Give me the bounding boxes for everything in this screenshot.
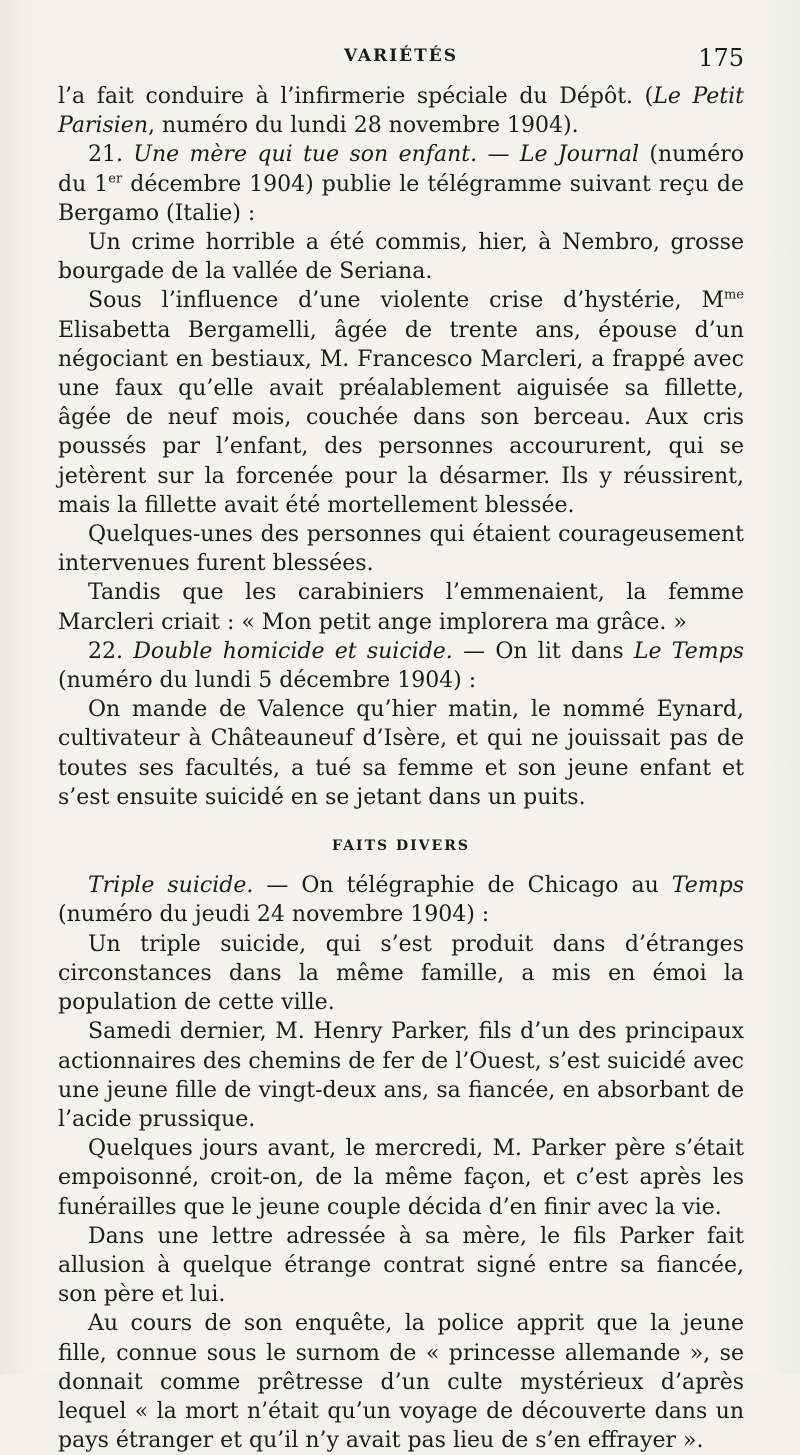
page-body — [58, 82, 744, 1455]
item-21-heading: 21. Une mère qui tue son enfant. — Le Journal (numéro du 1er décembre 1904) publie le télégramme suivant reçu de Bergamo (Italie) : — [58, 142, 744, 226]
quote-paragraph: On mande de Valence qu’hier matin, le nommé Eynard, cultivateur à Châteauneuf d’Isère, et qui ne jouissait pas de toutes ses facultés, a tué sa femme et son jeune enfant et s’est ensuite suicidé en se jetant dans un puits. — [58, 697, 744, 810]
item-22-heading: 22. Double homicide et suicide. — On lit dans Le Temps (numéro du lundi 5 décembre 1904) : — [58, 638, 744, 694]
item-title: Double homicide et suicide. — [133, 638, 453, 664]
source-title: Le Petit Parisien — [58, 84, 744, 139]
quote-paragraph: Un crime horrible a été commis, hier, à Nembro, grosse bourgade de la vallée de Seriana. — [58, 230, 744, 285]
faits-divers-heading: Triple suicide. — On télégraphie de Chicago au Temps (numéro du jeudi 24 novembre 1904) : — [58, 873, 744, 928]
quote-paragraph: Samedi dernier, M. Henry Parker, fils d’un des principaux actionnaires des chemins de fer de l’Ouest, s’est suicidé avec une jeune fille de vingt-deux ans, sa fiancée, en absorbant de l’acide prussique. — [58, 1019, 744, 1132]
section-title: FAITS DIVERS — [332, 838, 470, 855]
source-title: Temps — [671, 873, 744, 899]
quote-paragraph: Un triple suicide, qui s’est produit dans d’étranges circonstances dans la même famille, a mis en émoi la population de cette ville. — [58, 931, 744, 1016]
source-title: Le Temps — [633, 638, 744, 664]
page-header — [58, 44, 744, 74]
quote-paragraph: Au cours de son enquête, la police apprit que la jeune fille, connue sous le surnom de « princesse allemande », se donnait comme prêtresse d’un culte mystérieux d’après lequel « la mort n’était qu’un voyage de découverte dans un pays étranger et qu’il n’y avait pas lieu de s’en effrayer ». — [58, 1311, 744, 1454]
quote-paragraph: Quelques jours avant, le mercredi, M. Parker père s’était empoisonné, croit-on, de la même façon, et c’est après les funérailles que le jeune couple décida d’en finir avec la vie. — [58, 1136, 744, 1220]
quote-paragraph: Sous l’influence d’une violente crise d’hystérie, $M^{me}$ Elisabetta Bergamelli, âgée de trente ans, épouse d’un négociant en bestiaux, M. Francesco Marcleri, a frappé avec une faux qu’elle avait préalablement aiguisée sa fillette, âgée de neuf mois, couchée dans son berceau. Aux cris poussés par l’enfant, des personnes accoururent, qui se jetèrent sur la forcenée pour la désarmer. Ils y réussirent, mais la fillette avait été mortellement blessée. — [58, 288, 744, 518]
quote-paragraph: Dans une lettre adressée à sa mère, le fils Parker fait allusion à quelque étrange contrat signé entre sa fiancée, son père et lui. — [58, 1223, 744, 1308]
quote-paragraph: Tandis que les carabiniers l’emmenaient, la femme Marcleri criait : « Mon petit ange implorera ma grâce. » — [58, 580, 744, 635]
running-head: VARIÉTÉS — [344, 46, 458, 66]
item-title: Triple suicide. — [88, 873, 254, 899]
paragraph-continuation: l’a fait conduire à l’infirmerie spéciale du Dépôt. (Le Petit Parisien, numéro du lundi 28 novembre 1904). — [58, 84, 744, 139]
page-number: 175 — [698, 44, 744, 72]
source-title: Le Journal — [519, 142, 640, 168]
item-title: Une mère qui tue son enfant. — [133, 142, 478, 168]
quote-paragraph: Quelques-unes des personnes qui étaient courageusement intervenues furent blessées. — [58, 522, 744, 577]
